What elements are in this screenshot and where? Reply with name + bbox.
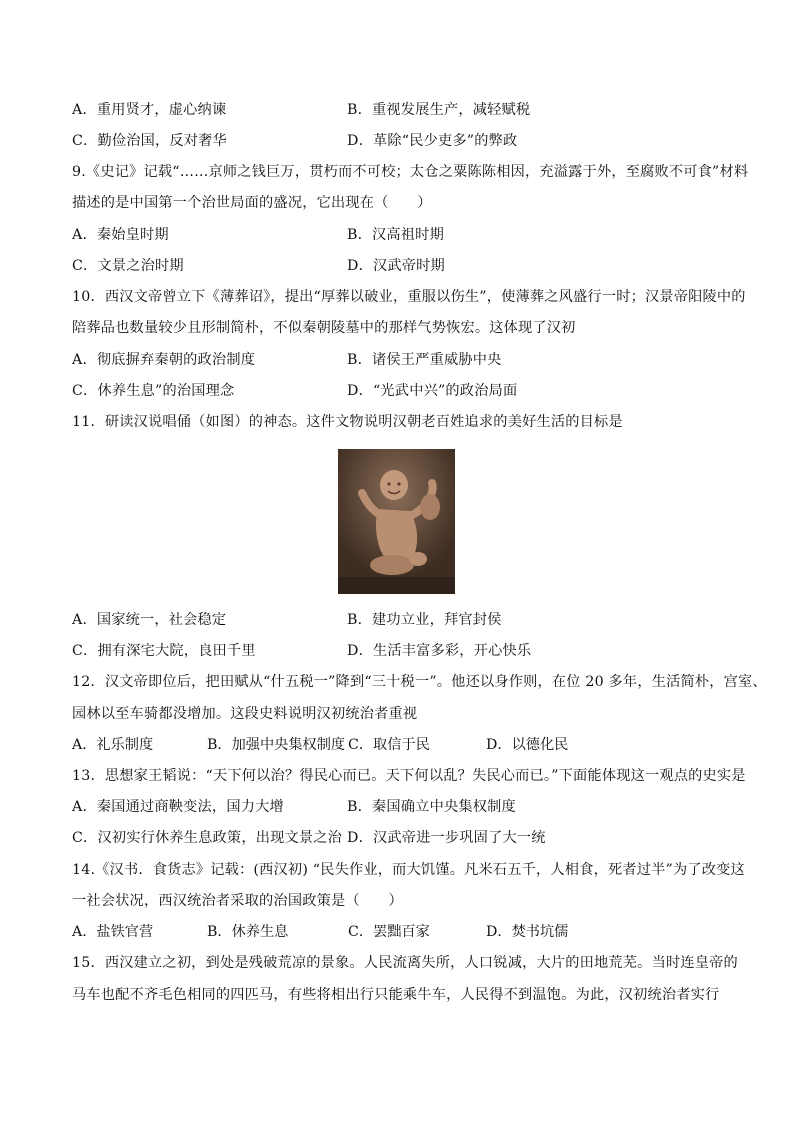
q9-option-b: B．汉高祖时期 <box>347 227 444 243</box>
q10-option-c: C．休养生息”的治国理念 <box>72 383 235 399</box>
q11-option-a: A．国家统一，社会稳定 <box>72 612 227 628</box>
q9-stem-line1: 9.《史记》记载“……京师之钱巨万，贯朽而不可校；太仓之粟陈陈相因，充溢露于外，至腐败不可食”材料 <box>72 164 749 180</box>
q13-option-c: C．汉初实行休养生息政策，出现文景之治 <box>72 830 343 846</box>
q12-stem-line2: 园林以至车骑都没增加。这段史料说明汉初统治者重视 <box>72 706 418 722</box>
q13-option-b: B．秦国确立中央集权制度 <box>347 799 516 815</box>
q9-option-c: C．文景之治时期 <box>72 258 184 274</box>
q10-option-d: D．“光武中兴”的政治局面 <box>347 383 518 399</box>
q8-option-c: C．勤俭治国，反对奢华 <box>72 133 227 149</box>
q9-option-a: A．秦始皇时期 <box>72 227 169 243</box>
q10-stem-line1: 10．西汉文帝曾立下《薄葬诏》，提出“厚葬以破业，重服以伤生”，使薄葬之风盛行一时；汉景帝阳陵中的 <box>72 289 746 305</box>
q10-option-b: B．诸侯王严重威胁中央 <box>347 352 502 368</box>
q13-option-a: A．秦国通过商鞅变法，国力大增 <box>72 799 284 815</box>
q10-stem-line2: 陪葬品也数量较少且形制简朴，不似秦朝陵墓中的那样气势恢宏。这体现了汉初 <box>72 320 576 336</box>
figurine-illustration <box>338 449 455 594</box>
q14-option-b: B．休养生息 <box>207 924 289 940</box>
q15-stem-line1: 15．西汉建立之初，到处是残破荒凉的景象。人民流离失所，人口锐减，大片的田地荒芜。当时连皇帝的 <box>72 955 738 971</box>
q12-option-b: B．加强中央集权制度 <box>207 737 346 753</box>
q11-option-d: D．生活丰富多彩，开心快乐 <box>347 643 532 659</box>
q11-option-c: C．拥有深宅大院，良田千里 <box>72 643 256 659</box>
q15-stem-line2: 马车也配不齐毛色相同的四匹马，有些将相出行只能乘牛车，人民得不到温饱。为此，汉初统治者实行 <box>72 987 720 1003</box>
q8-option-a: A．重用贤才，虚心纳谏 <box>72 102 227 118</box>
q13-option-d: D．汉武帝进一步巩固了大一统 <box>347 830 546 846</box>
q14-option-c: C．罢黜百家 <box>348 924 430 940</box>
q13-stem-line1: 13．思想家王韬说：“天下何以治？得民心而已。天下何以乱？失民心而已。”下面能体现这一观点的史实是 <box>72 768 746 784</box>
q9-stem-line2: 描述的是中国第一个治世局面的盛况，它出现在（ ） <box>72 195 432 211</box>
q12-option-c: C．取信于民 <box>348 737 430 753</box>
q8-option-d: D．革除“民少吏多”的弊政 <box>347 133 518 149</box>
q14-stem-line1: 14.《汉书．食货志》记载：(西汉初) “民失作业，而大饥馑。凡米石五千，人相食，死者过半”为了改变这 <box>72 862 745 878</box>
han-storyteller-figurine-photo <box>338 449 455 594</box>
q8-option-b: B．重视发展生产，减轻赋税 <box>347 102 531 118</box>
q11-stem-line1: 11．研读汉说唱俑（如图）的神态。这件文物说明汉朝老百姓追求的美好生活的目标是 <box>72 414 623 430</box>
q12-stem-line1: 12．汉文帝即位后，把田赋从“什五税一”降到“三十税一”。他还以身作则，在位 20 多年，生活简朴，宫室、 <box>72 674 767 690</box>
q11-option-b: B．建功立业，拜官封侯 <box>347 612 502 628</box>
q14-stem-line2: 一社会状况，西汉统治者采取的治国政策是（ ） <box>72 893 403 909</box>
q9-option-d: D．汉武帝时期 <box>347 258 445 274</box>
q10-option-a: A．彻底摒弃秦朝的政治制度 <box>72 352 256 368</box>
q12-option-a: A．礼乐制度 <box>72 737 154 753</box>
q14-option-a: A．盐铁官营 <box>72 924 154 940</box>
q12-option-d: D．以德化民 <box>486 737 569 753</box>
q14-option-d: D．焚书坑儒 <box>486 924 569 940</box>
